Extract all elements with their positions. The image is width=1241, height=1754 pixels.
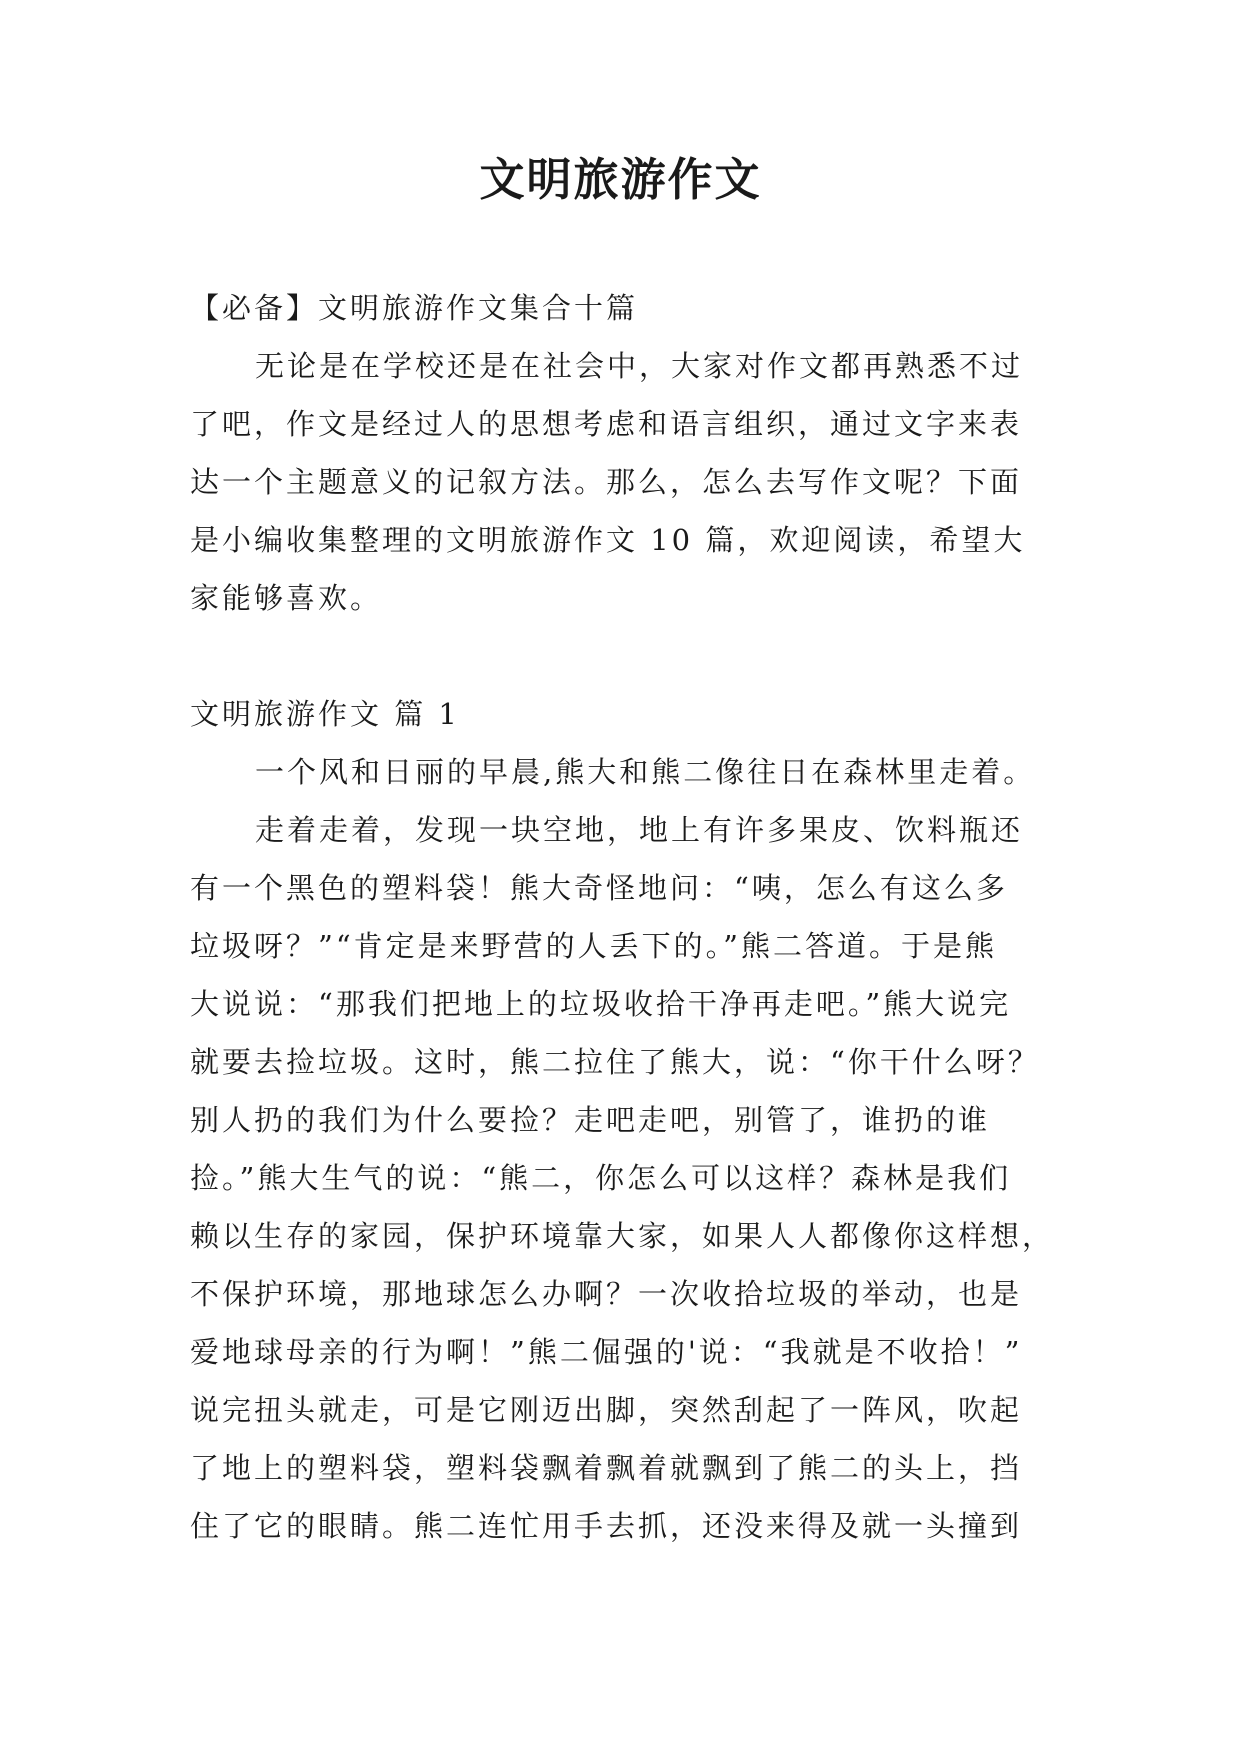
body-line: 了地上的塑料袋，塑料袋飘着飘着就飘到了熊二的头上，挡 [190, 1451, 1023, 1485]
intro-line: 了吧，作文是经过人的思想考虑和语言组织，通过文字来表 [190, 407, 1023, 441]
body-line: 捡。”熊大生气的说：“熊二，你怎么可以这样？森林是我们 [190, 1161, 1012, 1195]
intro-line: 达一个主题意义的记叙方法。那么，怎么去写作文呢？下面 [190, 465, 1023, 499]
document-subtitle: 【必备】文明旅游作文集合十篇 [190, 291, 639, 325]
body-line: 说完扭头就走，可是它刚迈出脚，突然刮起了一阵风，吹起 [190, 1393, 1023, 1427]
body-line: 大说说：“那我们把地上的垃圾收拾干净再走吧。”熊大说完 [190, 987, 1012, 1021]
intro-line: 是小编收集整理的文明旅游作文 10 篇，欢迎阅读，希望大 [190, 523, 1026, 557]
body-line: 一个风和日丽的早晨,熊大和熊二像往日在森林里走着。 [255, 755, 1036, 789]
body-line: 赖以生存的家园，保护环境靠大家，如果人人都像你这样想， [190, 1219, 1055, 1253]
document-title: 文明旅游作文 [479, 153, 762, 206]
body-line: 别人扔的我们为什么要捡？走吧走吧，别管了，谁扔的谁 [190, 1103, 991, 1137]
intro-line: 家能够喜欢。 [190, 581, 383, 615]
body-line: 垃圾呀？”“肯定是来野营的人丢下的。”熊二答道。于是熊 [190, 929, 997, 963]
body-line: 爱地球母亲的行为啊！”熊二倔强的'说：“我就是不收拾！” [190, 1335, 1023, 1369]
body-line: 有一个黑色的塑料袋！熊大奇怪地问：“咦，怎么有这么多 [190, 871, 1008, 905]
body-line: 不保护环境，那地球怎么办啊？一次收拾垃圾的举动，也是 [190, 1277, 1023, 1311]
body-line: 就要去捡垃圾。这时，熊二拉住了熊大，说：“你干什么呀？ [190, 1045, 1040, 1079]
body-line: 住了它的眼睛。熊二连忙用手去抓，还没来得及就一头撞到 [190, 1509, 1023, 1543]
intro-line: 无论是在学校还是在社会中，大家对作文都再熟悉不过 [255, 349, 1024, 383]
section-heading: 文明旅游作文 篇 1 [190, 697, 460, 731]
body-line: 走着走着，发现一块空地，地上有许多果皮、饮料瓶还 [255, 813, 1024, 847]
